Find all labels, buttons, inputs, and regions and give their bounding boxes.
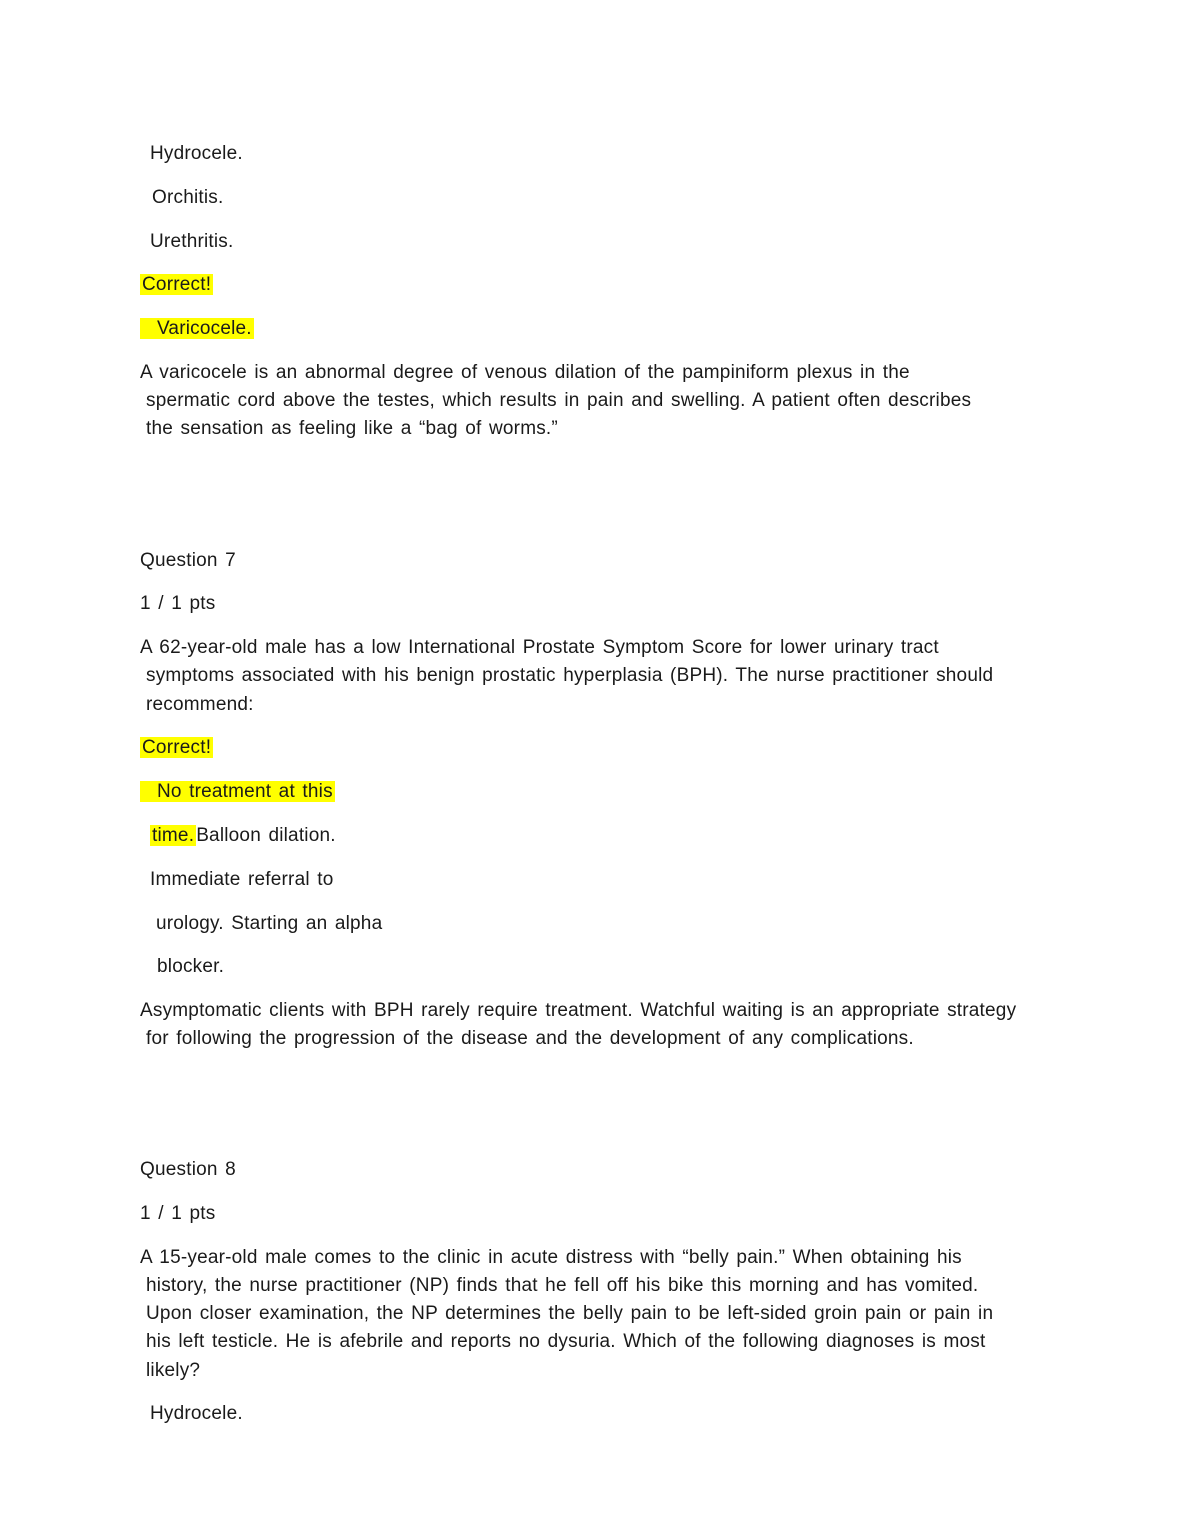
option-referral-line: Immediate referral to xyxy=(150,869,334,890)
answer-option-line xyxy=(156,912,382,936)
question-stem-line: recommend: xyxy=(146,694,254,715)
question-title: Question 8 xyxy=(140,1159,236,1180)
question-points: 1 / 1 pts xyxy=(140,593,216,614)
option-urethritis: Urethritis. xyxy=(150,231,234,252)
option-alpha-blocker-line: blocker. xyxy=(157,956,225,977)
explanation-line: the sensation as feeling like a “bag of worms.” xyxy=(146,418,558,439)
correct-answer-varicocele: Varicocele. xyxy=(140,317,254,341)
explanation-line: Asymptomatic clients with BPH rarely require treatment. Watchful waiting is an appropriate strategy xyxy=(140,1000,1017,1021)
option-balloon-dilation: Balloon dilation. xyxy=(196,825,336,846)
correct-answer-line: No treatment at this xyxy=(140,780,335,804)
question-stem-line: likely? xyxy=(146,1360,201,1381)
question-title: Question 7 xyxy=(140,550,236,571)
correct-label: Correct! xyxy=(142,737,212,758)
correct-label: Correct! xyxy=(142,274,212,295)
question-stem-line: his left testicle. He is afebrile and reports no dysuria. Which of the following diagnoses is most xyxy=(146,1331,986,1352)
option-referral-line: urology. xyxy=(156,913,224,934)
question-stem-line: symptoms associated with his benign prostatic hyperplasia (BPH). The nurse practitioner should xyxy=(146,665,994,686)
correct-answer-line: time. xyxy=(152,825,195,846)
question-stem-line: Upon closer examination, the NP determines the belly pain to be left-sided groin pain or pain in xyxy=(146,1303,994,1324)
answer-option-line xyxy=(150,824,336,848)
option-hydrocele: Hydrocele. xyxy=(150,1403,243,1424)
option-alpha-blocker-line: Starting an alpha xyxy=(231,913,383,934)
explanation-line: A varicocele is an abnormal degree of venous dilation of the pampiniform plexus in the xyxy=(140,362,910,383)
option-hydrocele: Hydrocele. xyxy=(150,143,243,164)
question-stem-line: history, the nurse practitioner (NP) finds that he fell off his bike this morning and has vomited. xyxy=(146,1275,979,1296)
question-stem-line: A 15-year-old male comes to the clinic in acute distress with “belly pain.” When obtaining his xyxy=(140,1247,962,1268)
option-orchitis: Orchitis. xyxy=(152,187,224,208)
question-points: 1 / 1 pts xyxy=(140,1203,216,1224)
explanation-line: spermatic cord above the testes, which results in pain and swelling. A patient often describes xyxy=(146,390,972,411)
explanation-line: for following the progression of the disease and the development of any complications. xyxy=(146,1028,914,1049)
question-stem-line: A 62-year-old male has a low International Prostate Symptom Score for lower urinary tract xyxy=(140,637,939,658)
